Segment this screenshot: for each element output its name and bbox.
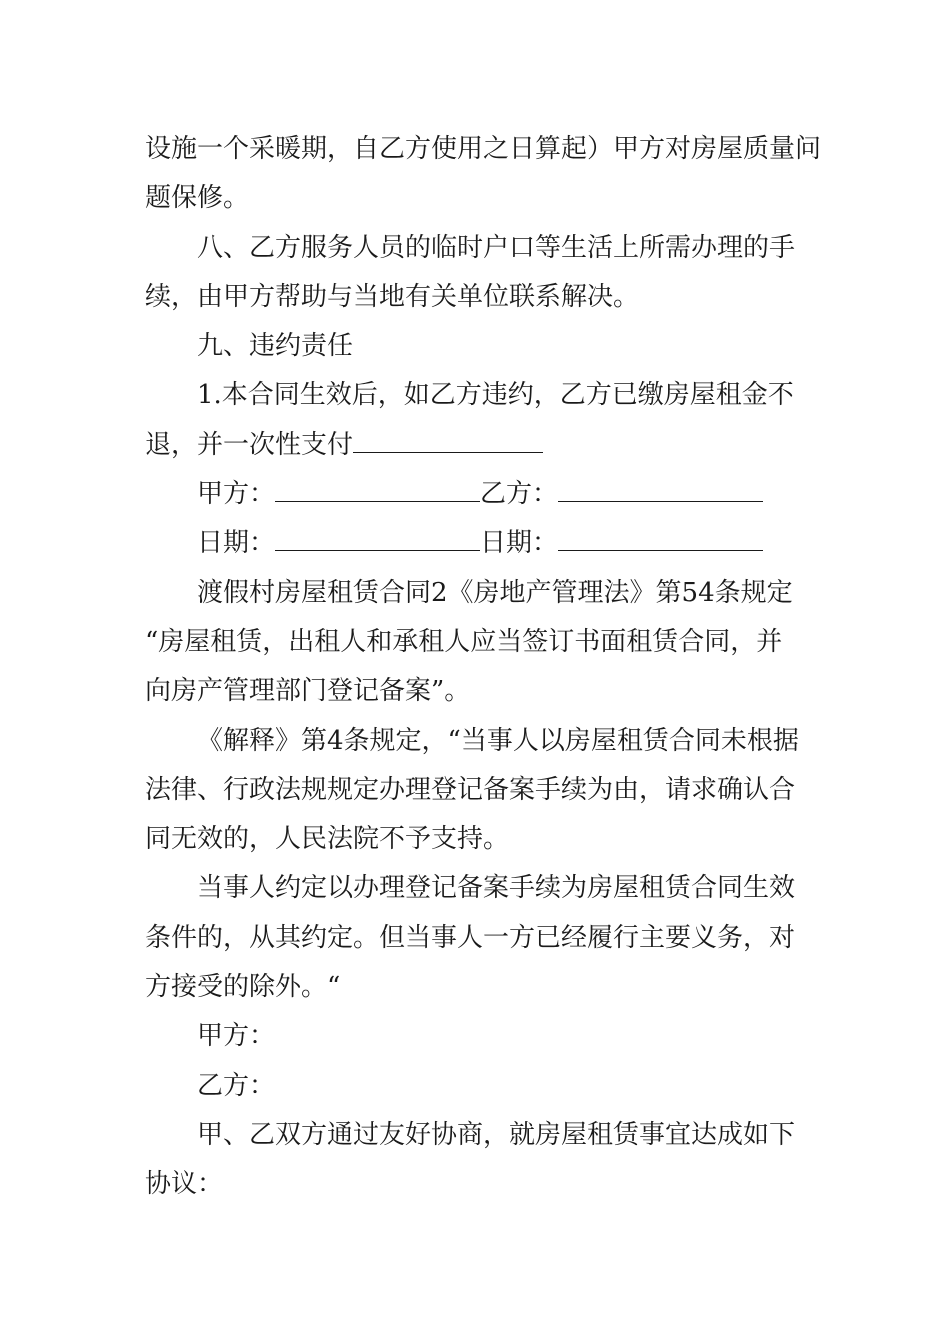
party-b-label: 乙方：: [480, 479, 559, 510]
paragraph-line: 法律、行政法规规定办理登记备案手续为由，请求确认合: [145, 774, 796, 805]
date-b-label: 日期：: [480, 528, 559, 559]
paragraph-line: 渡假村房屋租赁合同2《房地产管理法》第54条规定: [197, 577, 793, 608]
payment-blank: [353, 422, 543, 453]
date-a-blank: [275, 520, 480, 551]
party-b-blank: [558, 471, 763, 502]
party-a-label: 甲方：: [197, 479, 276, 510]
paragraph-line: 《解释》第4条规定，“当事人以房屋租赁合同未根据: [197, 725, 799, 756]
paragraph-line: 方接受的除外。“: [145, 972, 341, 1003]
payment-label: 退，并一次性支付: [145, 429, 354, 460]
paragraph-line: 1.本合同生效后，如乙方违约，乙方已缴房屋租金不: [197, 380, 794, 411]
paragraph-line: 八、乙方服务人员的临时户口等生活上所需办理的手: [197, 232, 796, 263]
paragraph-line: 同无效的，人民法院不予支持。: [145, 824, 510, 855]
paragraph-line: 题保修。: [145, 183, 250, 214]
paragraph-line: 续，由甲方帮助与当地有关单位联系解决。: [145, 281, 640, 312]
document-body: [145, 125, 822, 1210]
paragraph-line: “房屋租赁，出租人和承租人应当签订书面租赁合同，并: [145, 626, 783, 657]
date-b-blank: [558, 520, 763, 551]
payment-line: [145, 421, 810, 470]
paragraph-line: 当事人约定以办理登记备案手续为房屋租赁合同生效: [197, 873, 796, 904]
party-signature-line: [145, 470, 810, 519]
section-heading: 九、违约责任: [197, 331, 354, 362]
paragraph-line: 条件的，从其约定。但当事人一方已经履行主要义务，对: [145, 922, 796, 953]
party-a-heading: 甲方：: [197, 1021, 276, 1052]
party-a-blank: [275, 471, 480, 502]
paragraph-line: 向房产管理部门登记备案”。: [145, 676, 471, 707]
date-a-label: 日期：: [197, 528, 276, 559]
paragraph-line: 甲、乙双方通过友好协商，就房屋租赁事宜达成如下: [197, 1119, 796, 1150]
paragraph-line: 协议：: [145, 1169, 224, 1200]
party-b-heading: 乙方：: [197, 1070, 276, 1101]
date-signature-line: [145, 519, 810, 568]
paragraph-line: 设施一个采暖期，自乙方使用之日算起）甲方对房屋质量问: [145, 134, 822, 164]
